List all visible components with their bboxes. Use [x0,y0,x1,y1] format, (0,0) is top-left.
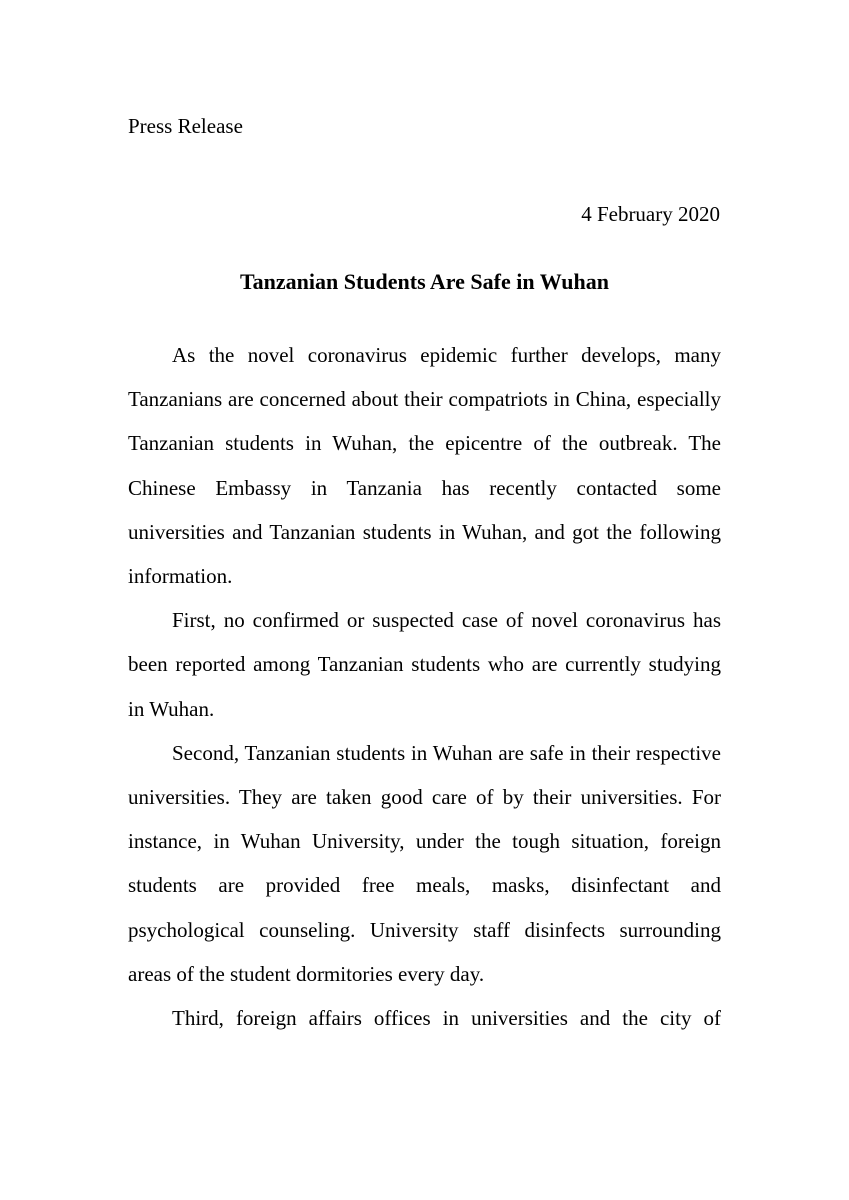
press-release-label: Press Release [128,114,243,138]
paragraph-third-point: Third, foreign affairs offices in universities and the city of [172,1006,721,1031]
paragraph-second-point: Second, Tanzanian students in Wuhan are safe in their respective universities. They are taken good care of by their universities. For instance, in Wuhan University, under the tough situation, foreign students are provided free meals, masks, disinfectant and psychological counseling. University staff disinfects surrounding areas of the student dormitories every day. [128,740,721,986]
paragraph-first-point: First, no confirmed or suspected case of novel coronavirus has been reported among Tanzanian students who are currently studying in Wuhan. [128,608,721,721]
release-date: 4 February 2020 [581,202,720,226]
document-body [128,333,721,1040]
paragraph-intro: As the novel coronavirus epidemic further develops, many Tanzanians are concerned about their compatriots in China, especially Tanzanian students in Wuhan, the epicentre of the outbreak. The Chinese Embassy in Tanzania has recently contacted some universities and Tanzanian students in Wuhan, and got the following information. [128,343,721,589]
document-title: Tanzanian Students Are Safe in Wuhan [239,269,610,294]
